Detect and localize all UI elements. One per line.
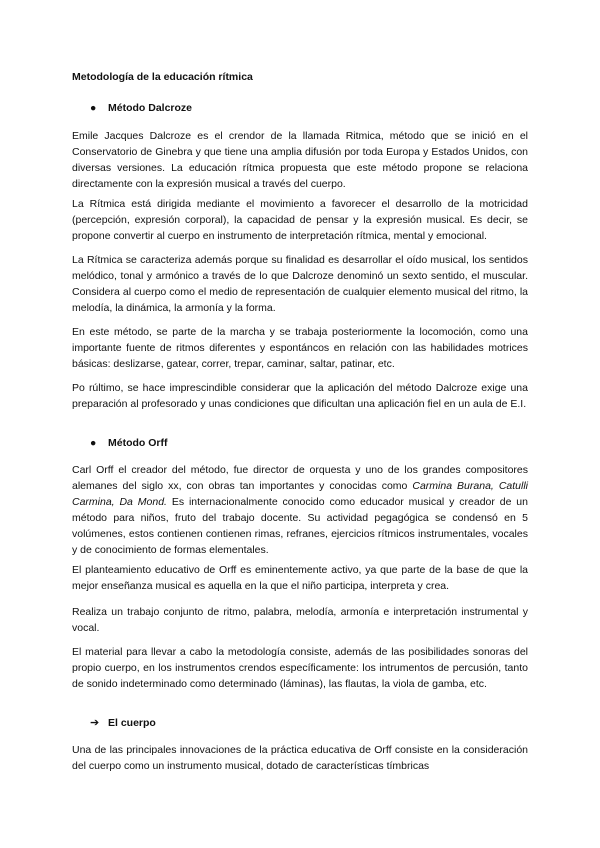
section-heading-cuerpo [90,716,156,730]
section-heading-label: El cuerpo [108,717,156,729]
paragraph: El material para llevar a cabo la metodología consiste, además de las posibilidades sonoras del propio cuerpo, en los instrumentos crendos específicamente: los intrumentos de percusión, tanto de sonido indeterminado como determinado (láminas), las flautas, la viola de gamba, etc. [72,646,528,690]
section-heading-orff [90,436,168,450]
bullet-icon: ● [90,437,97,449]
paragraph: Una de las principales innovaciones de la práctica educativa de Orff consiste en la consideración del cuerpo como un instrumento musical, dotado de características tímbricas [72,744,528,772]
paragraph: La Rítmica está dirigida mediante el movimiento a favorecer el desarrollo de la motricidad (percepción, expresión corporal), la capacidad de pensar y la expresión musical. Es decir, se propone convertir al cuerpo en instrumento de interpretación rítmica, mental y emocional. [72,198,528,242]
bullet-icon: ● [90,102,97,114]
section-heading-dalcroze [90,101,192,115]
paragraph: Carl Orff el creador del método, fue director de orquesta y uno de los grandes compositores alemanes del siglo xx, con obras tan importantes y conocidas como Carmina Burana, Catulli Carmina, Da Mond. Es internacionalmente conocido como educador musical y creador de un método para niños, fruto del trabajo docente. Su actividad pegagógica se condensó en 5 volúmenes, estos contienen contienen rimas, refranes, ejercicios rítmicos instrumentales, vocales y de conocimiento de formas elementales. [72,464,528,556]
section-heading-label: Método Orff [108,437,168,449]
document-title: Metodología de la educación rítmica [72,71,253,83]
paragraph: La Rítmica se caracteriza además porque su finalidad es desarrollar el oído musical, los sentidos melódico, tonal y armónico a través de lo que Dalcroze denominó un sexto sentido, el muscular. Considera al cuerpo como el medio de representación de cualquier elemento musical del ritmo, la melodía, la dinámica, la armonía y la forma. [72,254,528,314]
arrow-right-icon: ➔ [90,717,100,729]
italic-works: Carmina Burana, Catulli Carmina, Da Mond. [72,480,528,508]
paragraph: Realiza un trabajo conjunto de ritmo, palabra, melodía, armonía e interpretación instrumental y vocal. [72,606,528,634]
section-heading-label: Método Dalcroze [108,102,193,114]
paragraph: En este método, se parte de la marcha y se trabaja posteriormente la locomoción, como una importante fuente de ritmos diferentes y espontáncos en relación con las habilidades motrices básicas: deslizarse, gatear, correr, trepar, caminar, saltar, patinar, etc. [72,326,528,370]
paragraph: El planteamiento educativo de Orff es eminentemente activo, ya que parte de la base de que la mejor enseñanza musical es aquella en la que el niño participa, interpreta y crea. [72,564,528,592]
paragraph: Emile Jacques Dalcroze es el crendor de la llamada Ritmica, método que se inició en el Conservatorio de Ginebra y que tiene una amplia difusión por toda Europa y Estados Unidos, con diversas versiones. La educación rítmica propuesta que este método propone se relaciona directamente con la expresión musical a través del cuerpo. [72,130,528,190]
paragraph: Po rúltimo, se hace imprescindible considerar que la aplicación del método Dalcroze exige una preparación al profesorado y unas condiciones que dificultan una aplicación fiel en un aula de E.I. [72,382,528,410]
